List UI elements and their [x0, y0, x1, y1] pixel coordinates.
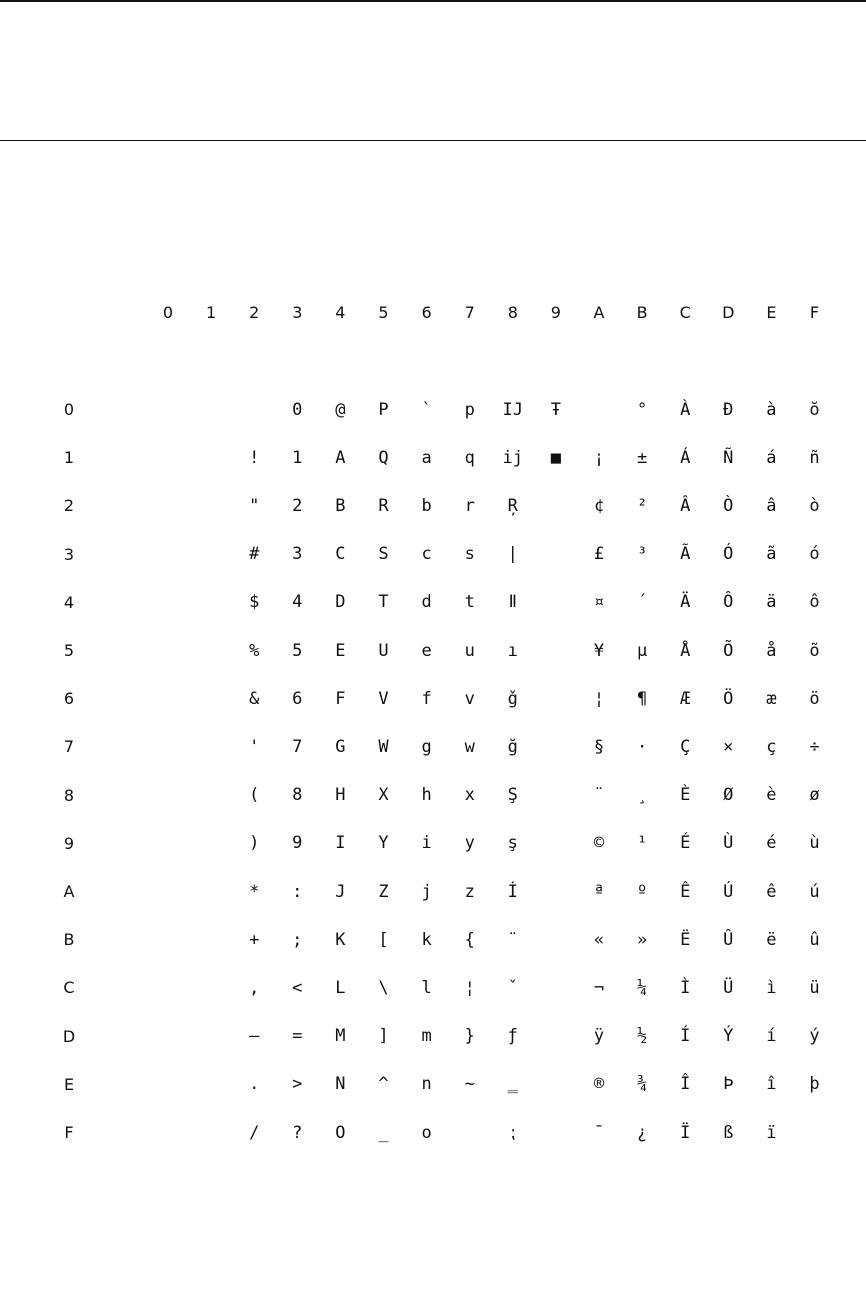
character-cell: þ [809, 1074, 820, 1095]
character-cell: r [464, 495, 475, 516]
character-cell: ï [766, 1122, 777, 1143]
character-cell: Q [378, 447, 389, 468]
character-cell: ~ [464, 1074, 475, 1095]
character-cell: ë [766, 929, 777, 950]
column-header: F [809, 303, 820, 322]
character-cell: ¦ [593, 688, 605, 709]
character-cell: ¹ [636, 833, 648, 854]
character-cell: S [378, 544, 389, 565]
character-cell: C [335, 544, 346, 565]
character-cell: ¸ [636, 785, 648, 806]
row-header: 2 [63, 496, 75, 516]
character-cell: ij [502, 447, 524, 468]
character-cell: p [464, 399, 475, 420]
character-cell: > [292, 1074, 303, 1095]
character-cell: Ŗ [507, 495, 518, 516]
character-cell: Ñ [723, 447, 734, 468]
character-cell: Ù [723, 833, 734, 854]
character-cell: " [249, 495, 260, 516]
character-cell: % [249, 640, 260, 661]
character-cell: M [335, 1026, 346, 1047]
character-cell: E [335, 640, 346, 661]
character-cell: Ú [723, 881, 734, 902]
character-cell: P [378, 399, 389, 420]
column-header: 4 [335, 303, 346, 322]
character-cell: â [766, 495, 777, 516]
character-cell: 8 [292, 785, 303, 806]
column-header: 2 [249, 303, 260, 322]
character-cell: Þ [723, 1074, 734, 1095]
character-cell: & [249, 688, 260, 709]
character-cell: Ã [680, 544, 691, 565]
row-header: 8 [63, 785, 75, 805]
column-header: 7 [464, 303, 475, 322]
character-cell: À [680, 399, 691, 420]
character-cell: ú [809, 881, 820, 902]
character-cell: ê [766, 881, 777, 902]
character-cell: ` [421, 399, 432, 420]
character-cell: _ [378, 1122, 389, 1143]
character-cell: á [766, 447, 777, 468]
row-header: C [63, 978, 75, 998]
character-cell: · [636, 736, 648, 757]
character-cell: Ä [680, 592, 691, 613]
character-cell: + [249, 929, 260, 950]
character-cell: 9 [292, 833, 303, 854]
character-cell: Ï [680, 1122, 691, 1143]
column-header: 6 [421, 303, 432, 322]
character-cell: u [464, 640, 475, 661]
character-cell: Å [680, 640, 691, 661]
character-cell: İ [507, 881, 518, 902]
character-cell: « [593, 929, 605, 950]
character-cell: É [680, 833, 691, 854]
character-cell: Ò [723, 495, 734, 516]
column-header: A [593, 303, 605, 322]
character-cell: ³ [636, 544, 648, 565]
row-header: 6 [63, 689, 75, 709]
character-cell: : [292, 881, 303, 902]
character-cell: ¼ [636, 977, 648, 998]
row-header: E [63, 1074, 75, 1094]
character-cell: Û [723, 929, 734, 950]
character-cell: j [421, 881, 432, 902]
character-cell: B [335, 495, 346, 516]
character-cell: ■ [550, 447, 562, 468]
character-cell: Î [680, 1074, 691, 1095]
row-header: 1 [63, 448, 75, 468]
character-cell: W [378, 736, 389, 757]
row-header: D [62, 1026, 76, 1046]
character-cell: Đ [723, 399, 734, 420]
character-cell: 4 [292, 592, 303, 613]
character-cell: A [335, 447, 346, 468]
character-cell: i [421, 833, 432, 854]
column-header: C [679, 303, 691, 322]
character-cell: ä [766, 592, 777, 613]
character-cell: õ [809, 640, 820, 661]
character-cell: y [464, 833, 475, 854]
character-cell: Ø [723, 785, 734, 806]
character-cell: £ [593, 544, 605, 565]
character-cell: Ô [723, 592, 734, 613]
character-cell: 0 [292, 399, 303, 420]
character-cell: Ç [680, 736, 691, 757]
character-cell: v [464, 688, 475, 709]
character-cell: ; [292, 929, 303, 950]
character-cell: ß [723, 1122, 734, 1143]
character-cell: ( [249, 785, 260, 806]
character-cell: û [809, 929, 820, 950]
character-cell: í [766, 1026, 777, 1047]
character-cell: K [335, 929, 346, 950]
character-cell: ý [809, 1026, 820, 1047]
character-cell: è [766, 785, 777, 806]
character-cell: Á [680, 447, 691, 468]
character-cell: / [249, 1122, 260, 1143]
character-cell: 7 [292, 736, 303, 757]
character-cell: s [464, 544, 475, 565]
character-cell: ç [766, 736, 777, 757]
character-cell: [ [378, 929, 389, 950]
character-cell: b [421, 495, 432, 516]
character-cell: ã [766, 544, 777, 565]
character-cell: ¤ [593, 592, 605, 613]
character-cell: é [766, 833, 777, 854]
character-cell: x [464, 785, 475, 806]
character-cell: < [292, 977, 303, 998]
character-cell: ‗ [507, 1074, 518, 1095]
character-cell: ǧ [507, 688, 518, 709]
character-cell: ¾ [636, 1074, 648, 1095]
character-cell: º [636, 881, 648, 902]
character-cell: Ö [723, 688, 734, 709]
row-header: B [63, 930, 75, 950]
character-cell: l [421, 977, 432, 998]
character-cell: ¬ [593, 977, 605, 998]
character-cell: Ü [723, 977, 734, 998]
character-cell: Ì [680, 977, 691, 998]
character-cell: ´ [636, 592, 648, 613]
character-cell: \ [378, 977, 389, 998]
character-cell: T [378, 592, 389, 613]
character-cell: 2 [292, 495, 303, 516]
character-cell: ñ [809, 447, 820, 468]
character-cell: ? [292, 1122, 303, 1143]
character-cell: L [335, 977, 346, 998]
character-cell: w [464, 736, 475, 757]
character-cell: m [421, 1026, 432, 1047]
character-cell: ş [507, 833, 518, 854]
column-header: 3 [292, 303, 303, 322]
character-cell: – [249, 1026, 260, 1047]
character-cell: © [593, 833, 605, 854]
character-cell: ] [378, 1026, 389, 1047]
character-cell: ½ [636, 1026, 648, 1047]
character-cell: ¥ [593, 640, 605, 661]
character-cell: c [421, 544, 432, 565]
header-rule [0, 140, 866, 141]
character-cell: a [421, 447, 432, 468]
character-cell: Ş [507, 785, 518, 806]
character-cell: Ⅱ [508, 592, 517, 613]
character-cell: ø [809, 785, 820, 806]
character-cell: h [421, 785, 432, 806]
character-cell: X [378, 785, 389, 806]
character-cell: ˇ [507, 977, 518, 998]
character-cell: ¦ [464, 977, 475, 998]
character-cell: ŏ [809, 399, 820, 420]
character-cell: Ê [680, 881, 691, 902]
character-cell: q [464, 447, 475, 468]
row-header: 4 [63, 592, 75, 612]
character-cell: ! [249, 447, 260, 468]
character-cell: ² [636, 495, 648, 516]
character-cell: ¢ [593, 495, 605, 516]
character-cell: 6 [292, 688, 303, 709]
character-cell: ì [766, 977, 777, 998]
character-cell: . [249, 1074, 260, 1095]
character-cell: @ [335, 399, 346, 420]
character-cell: $ [249, 592, 260, 613]
row-header: 0 [63, 400, 75, 419]
character-cell: ö [809, 688, 820, 709]
character-cell: 5 [292, 640, 303, 661]
character-cell: t [464, 592, 475, 613]
character-cell: o [421, 1122, 432, 1143]
character-cell: ¯ [593, 1122, 605, 1143]
character-cell: 1 [292, 447, 303, 468]
character-cell: ' [249, 736, 260, 757]
character-cell: Ý [723, 1026, 734, 1047]
character-cell: å [766, 640, 777, 661]
character-cell: ^ [378, 1074, 389, 1095]
character-cell: ı [507, 640, 518, 661]
character-cell: î [766, 1074, 777, 1095]
character-cell: Í [680, 1026, 691, 1047]
character-cell: ğ [507, 736, 518, 757]
character-cell: § [593, 736, 605, 757]
character-cell: g [421, 736, 432, 757]
character-cell: ± [636, 447, 648, 468]
column-header: E [766, 303, 777, 322]
character-cell: e [421, 640, 432, 661]
character-cell: ¶ [636, 688, 648, 709]
row-header: A [63, 882, 75, 901]
character-cell: IJ [502, 399, 524, 420]
character-cell: f [421, 688, 432, 709]
character-cell: ª [593, 881, 605, 902]
character-cell: * [249, 881, 260, 902]
character-cell: × [723, 736, 734, 757]
character-cell: Â [680, 495, 691, 516]
character-cell: Ŧ [550, 399, 562, 420]
character-cell: N [335, 1074, 346, 1095]
character-cell: Ë [680, 929, 691, 950]
character-cell: æ [766, 688, 777, 709]
character-cell: ü [809, 977, 820, 998]
character-cell: ® [593, 1074, 605, 1095]
character-cell: Z [378, 881, 389, 902]
character-cell: µ [636, 640, 648, 661]
column-header: B [636, 303, 648, 322]
character-cell: z [464, 881, 475, 902]
character-cell: Æ [680, 688, 691, 709]
character-cell: # [249, 544, 260, 565]
character-cell: Y [378, 833, 389, 854]
character-cell: J [335, 881, 346, 902]
row-header: F [64, 1123, 74, 1142]
column-header: 8 [507, 303, 518, 322]
column-header: 1 [206, 303, 217, 322]
character-cell: I [335, 833, 346, 854]
character-cell: = [292, 1026, 303, 1047]
character-cell: O [335, 1122, 346, 1143]
character-cell: V [378, 688, 389, 709]
character-cell: | [507, 544, 518, 565]
character-cell: { [464, 929, 475, 950]
character-cell: , [249, 977, 260, 998]
character-cell: H [335, 785, 346, 806]
character-cell: ¿ [636, 1122, 648, 1143]
character-cell: ò [809, 495, 820, 516]
character-cell: Ó [723, 544, 734, 565]
character-cell: ÿ [593, 1026, 605, 1047]
column-header: D [722, 303, 735, 322]
character-cell: k [421, 929, 432, 950]
row-header: 7 [63, 737, 75, 757]
character-cell: d [421, 592, 432, 613]
column-header: 9 [550, 303, 561, 322]
character-cell: à [766, 399, 777, 420]
character-cell: ÷ [809, 736, 820, 757]
character-cell: } [464, 1026, 475, 1047]
character-cell: ¡ [593, 447, 605, 468]
character-cell: R [378, 495, 389, 516]
character-cell: » [636, 929, 648, 950]
character-cell: G [335, 736, 346, 757]
character-cell: ù [809, 833, 820, 854]
character-cell: Õ [723, 640, 734, 661]
character-cell: ⁏ [509, 1122, 516, 1143]
character-cell: D [335, 592, 346, 613]
character-cell: ° [636, 399, 648, 420]
column-header: 5 [378, 303, 389, 322]
character-cell: U [378, 640, 389, 661]
character-cell: ) [249, 833, 260, 854]
character-cell: ô [809, 592, 820, 613]
character-cell: F [335, 688, 346, 709]
row-header: 9 [63, 833, 75, 853]
character-cell: È [680, 785, 691, 806]
character-cell: ó [809, 544, 820, 565]
character-cell: ƒ [507, 1026, 518, 1047]
top-rule [0, 0, 866, 2]
character-cell: ¨ [507, 929, 518, 950]
character-cell: 3 [292, 544, 303, 565]
row-header: 3 [63, 544, 75, 564]
character-cell: n [421, 1074, 432, 1095]
character-cell: ¨ [593, 785, 605, 806]
row-header: 5 [63, 641, 75, 660]
column-header: 0 [162, 303, 174, 322]
